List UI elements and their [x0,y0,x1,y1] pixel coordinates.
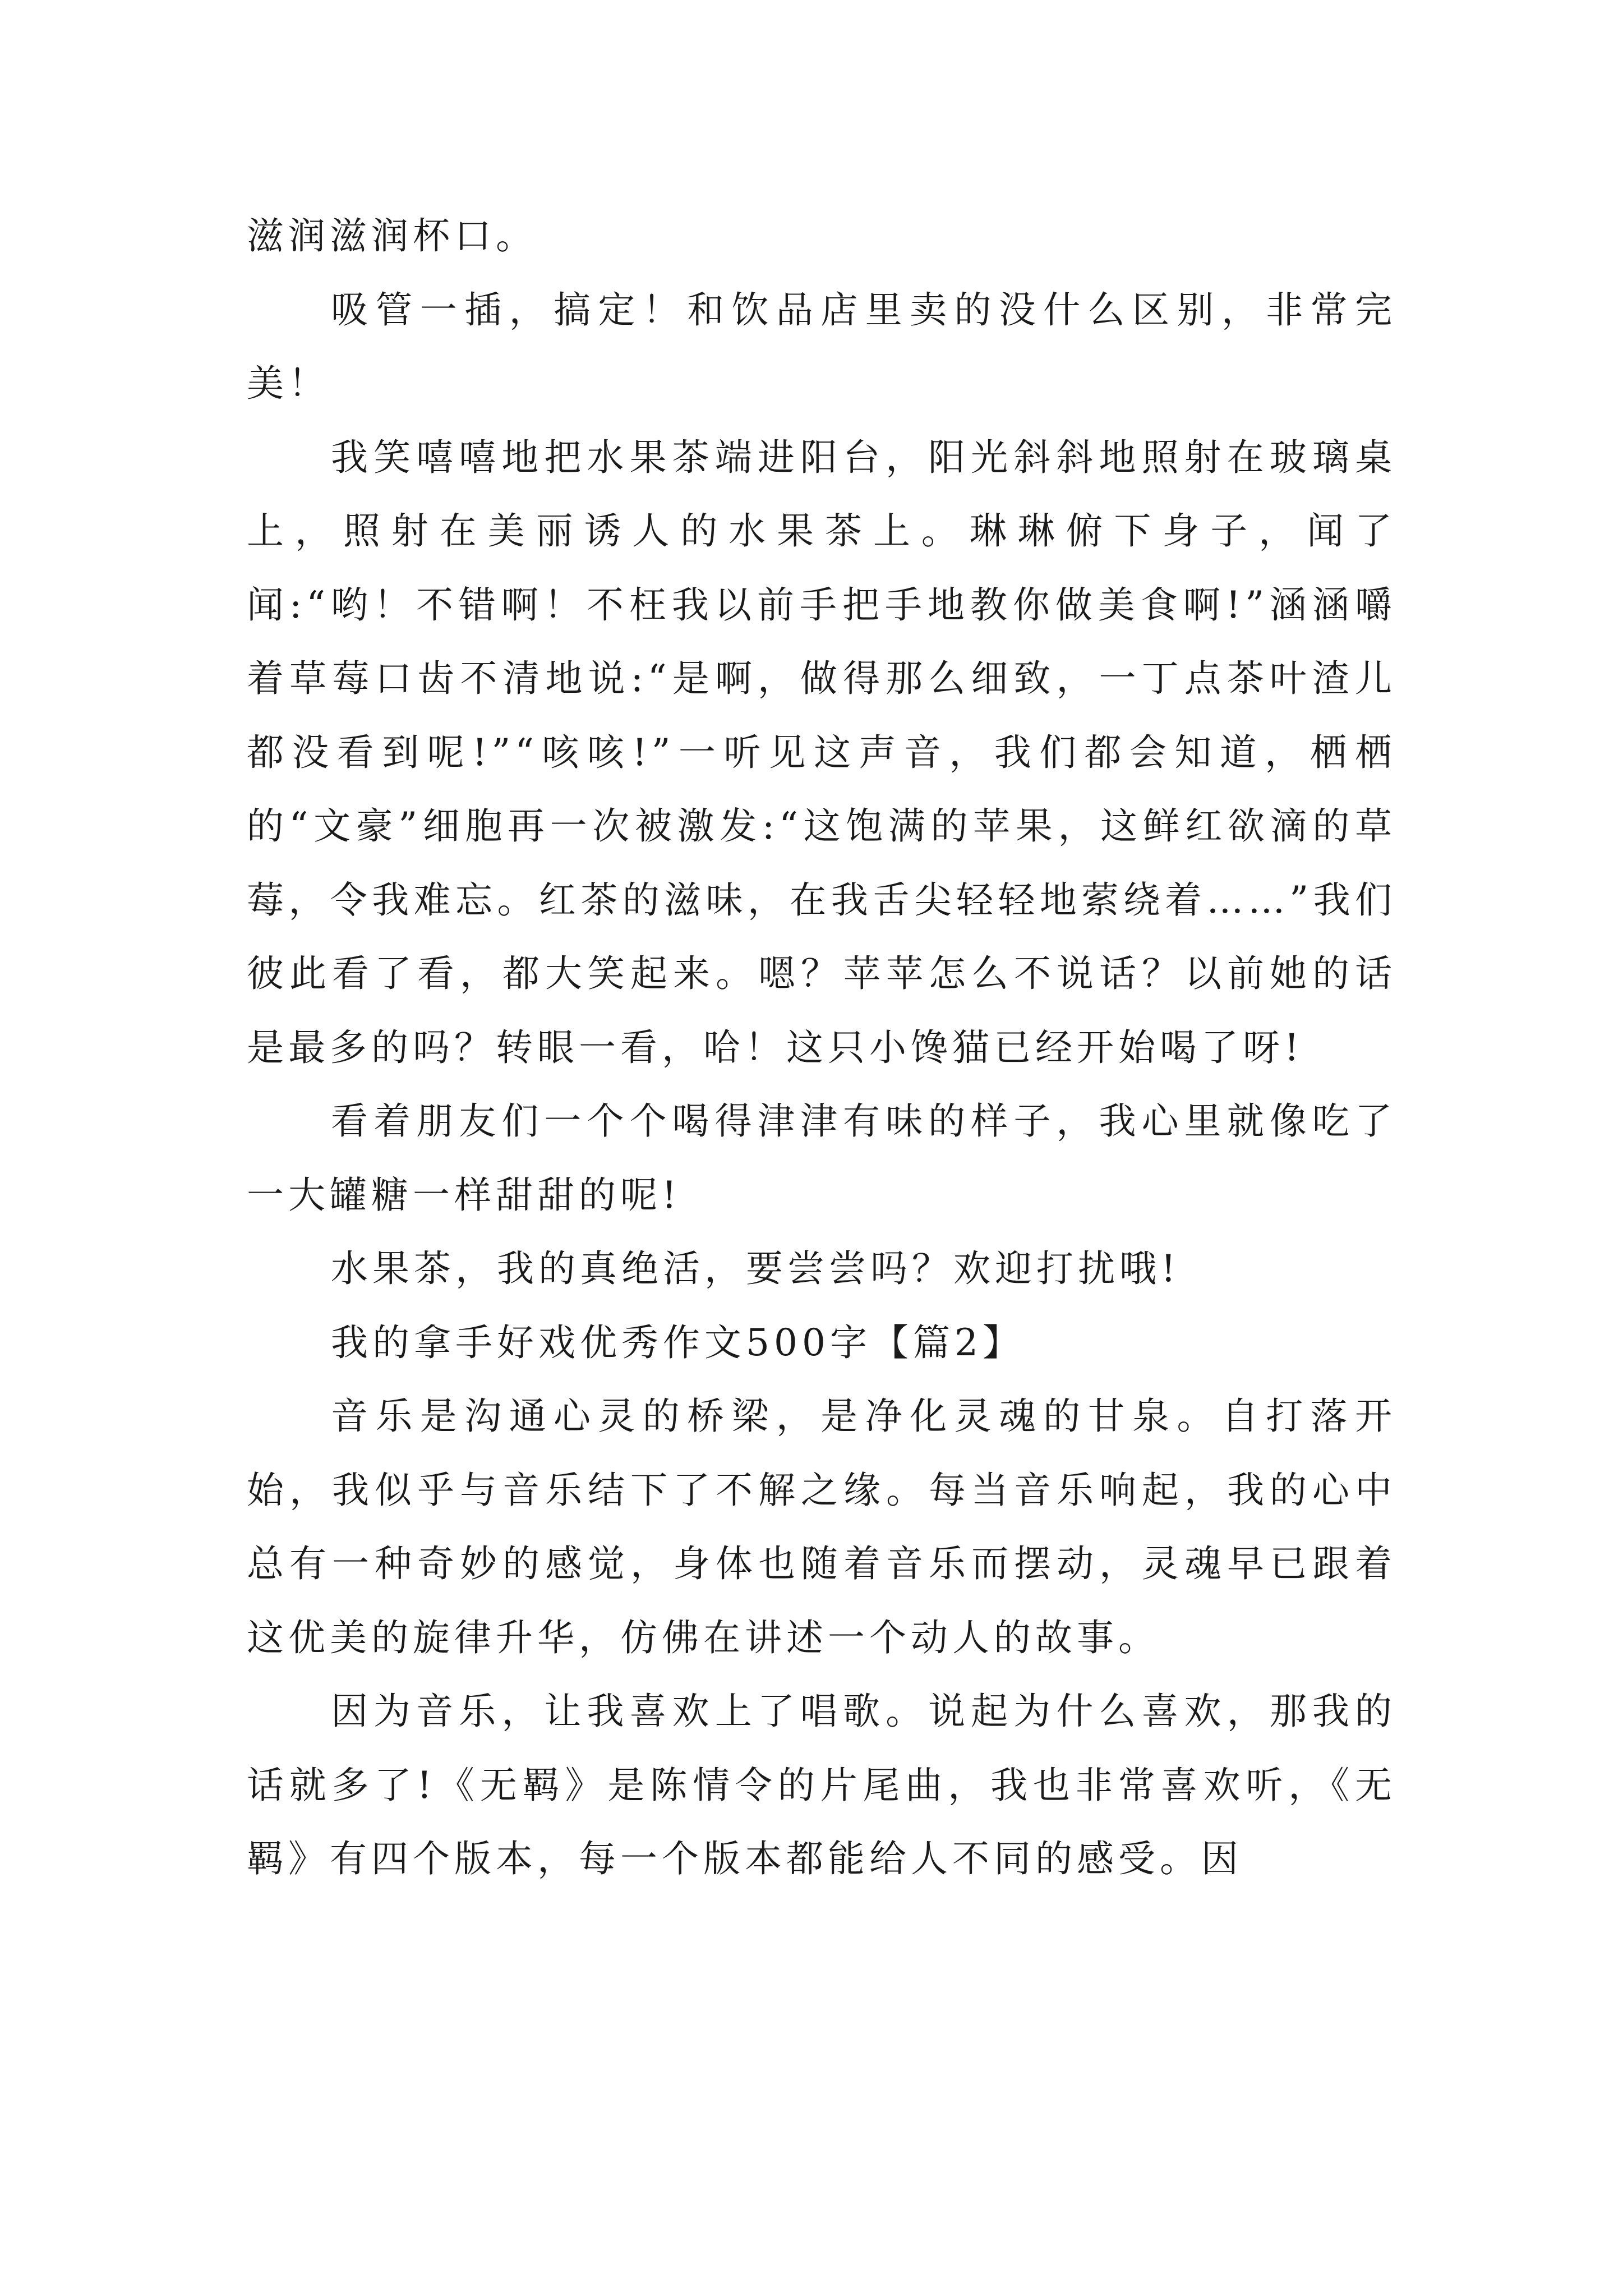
paragraph-friends: 看着朋友们一个个喝得津津有味的样子，我心里就像吃了一大罐糖一样甜甜的呢! [247,1099,1396,1217]
paragraph-balcony: 我笑嘻嘻地把水果茶端进阳台，阳光斜斜地照射在玻璃桌上，照射在美丽诱人的水果茶上。琳琳俯下身子，闻了闻:“哟！不错啊！不枉我以前手把手地教你做美食啊!”涵涵嚼着草莓口齿不清地说:“是啊，做得那么细致，一丁点茶叶渣儿都没看到呢!”“咳咳!”一听见这声音，我们都会知道，栖栖的“文豪”细胞再一次被激发:“这饱满的苹果，这鲜红欲滴的草莓，令我难忘。红茶的滋味，在我舌尖轻轻地萦绕着……”我们彼此看了看，都大笑起来。嗯？苹苹怎么不说话？以前她的话是最多的吗？转眼一看，哈！这只小馋猫已经开始喝了呀! [247,435,1396,1069]
paragraph-music: 音乐是沟通心灵的桥梁，是净化灵魂的甘泉。自打落开始，我似乎与音乐结下了不解之缘。每当音乐响起，我的心中总有一种奇妙的感觉，身体也随着音乐而摆动，灵魂早已跟着这优美的旋律升华，仿佛在讲述一个动人的故事。 [247,1395,1396,1659]
paragraph-straw: 吸管一插，搞定！和饮品店里卖的没什么区别，非常完美！ [247,288,1396,405]
section-heading: 我的拿手好戏优秀作文500字【篇2】 [331,1320,1024,1364]
paragraph-singing: 因为音乐，让我喜欢上了唱歌。说起为什么喜欢，那我的话就多了!《无羁》是陈情令的片尾曲，我也非常喜欢听，《无羁》有四个版本，每一个版本都能给人不同的感受。因 [247,1690,1396,1880]
paragraph-continuation: 滋润滋润杯口。 [247,214,537,257]
document-body [247,199,1396,1896]
paragraph-invite: 水果茶，我的真绝活，要尝尝吗？欢迎打扰哦! [331,1247,1181,1290]
